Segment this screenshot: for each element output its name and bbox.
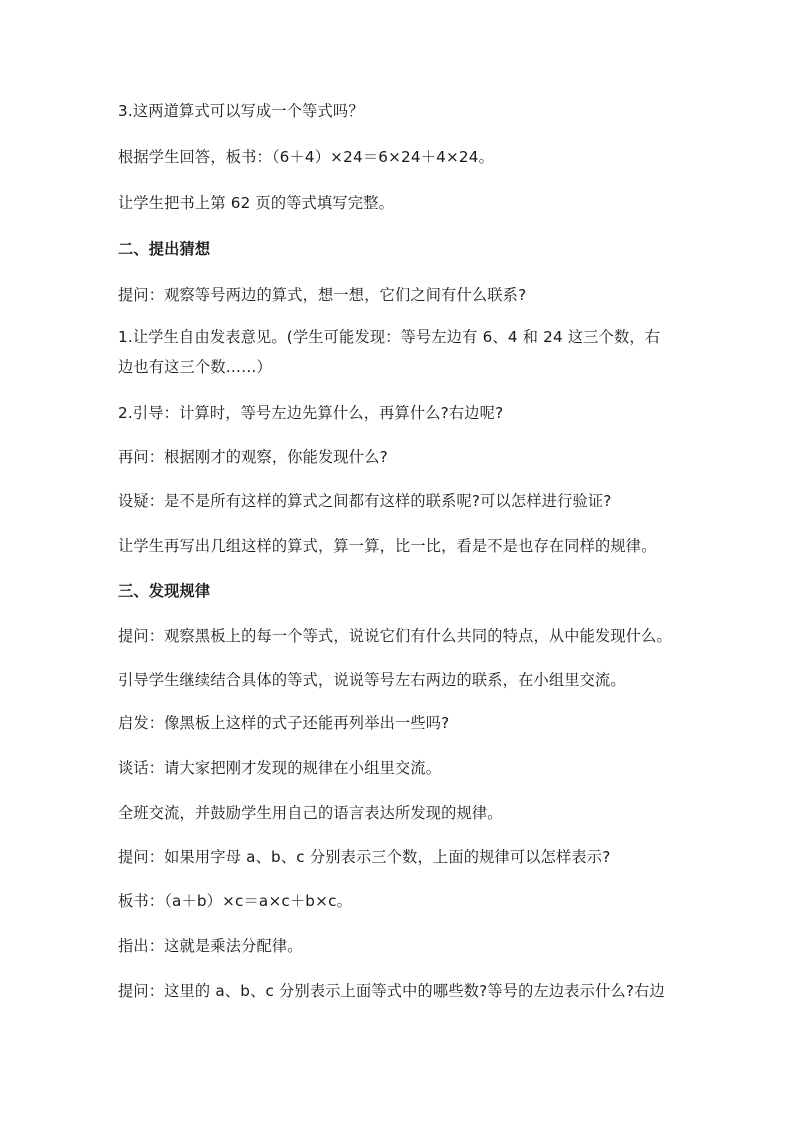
paragraph-class-exchange: 全班交流，并鼓励学生用自己的语言表达所发现的规律。	[118, 804, 503, 822]
paragraph-inspire: 启发：像黑板上这样的式子还能再列举出一些吗?	[118, 714, 450, 732]
paragraph-point-out: 指出：这就是乘法分配律。	[118, 937, 303, 955]
section-heading-3: 三、发现规律	[118, 582, 211, 600]
paragraph-question-3: 3.这两道算式可以写成一个等式吗？	[118, 102, 364, 120]
paragraph-guide: 引导学生继续结合具体的等式，说说等号左右两边的联系，在小组里交流。	[118, 671, 626, 689]
paragraph-doubt: 设疑：是不是所有这样的算式之间都有这样的联系呢?可以怎样进行验证?	[118, 492, 612, 510]
paragraph-ask-again: 再问：根据刚才的观察，你能发现什么?	[118, 448, 388, 466]
paragraph-board-writing: 根据学生回答，板书：（6＋4）×24＝6×24＋4×24。	[118, 148, 495, 166]
paragraph-write-more: 让学生再写出几组这样的算式，算一算，比一比，看是不是也存在同样的规律。	[118, 537, 657, 555]
paragraph-item-1-line-2: 边也有这三个数……）	[118, 358, 272, 376]
paragraph-final-question: 提问：这里的 a、b、c 分别表示上面等式中的哪些数?等号的左边表示什么?右边	[118, 982, 665, 1000]
paragraph-item-2: 2.引导：计算时，等号左边先算什么，再算什么?右边呢?	[118, 404, 504, 422]
paragraph-observe: 提问：观察等号两边的算式，想一想，它们之间有什么联系?	[118, 286, 527, 304]
paragraph-fill-book: 让学生把书上第 62 页的等式填写完整。	[118, 194, 394, 212]
paragraph-item-1-line-1: 1.让学生自由发表意见。(学生可能发现：等号左边有 6、4 和 24 这三个数，右	[118, 328, 661, 346]
paragraph-formula: 板书：（a＋b）×c＝a×c＋b×c。	[118, 892, 353, 910]
paragraph-letters: 提问：如果用字母 a、b、c 分别表示三个数，上面的规律可以怎样表示?	[118, 848, 611, 866]
paragraph-observe-board: 提问：观察黑板上的每一个等式，说说它们有什么共同的特点，从中能发现什么。	[118, 627, 672, 645]
section-heading-2: 二、提出猜想	[118, 240, 211, 258]
paragraph-talk: 谈话：请大家把刚才发现的规律在小组里交流。	[118, 759, 442, 777]
